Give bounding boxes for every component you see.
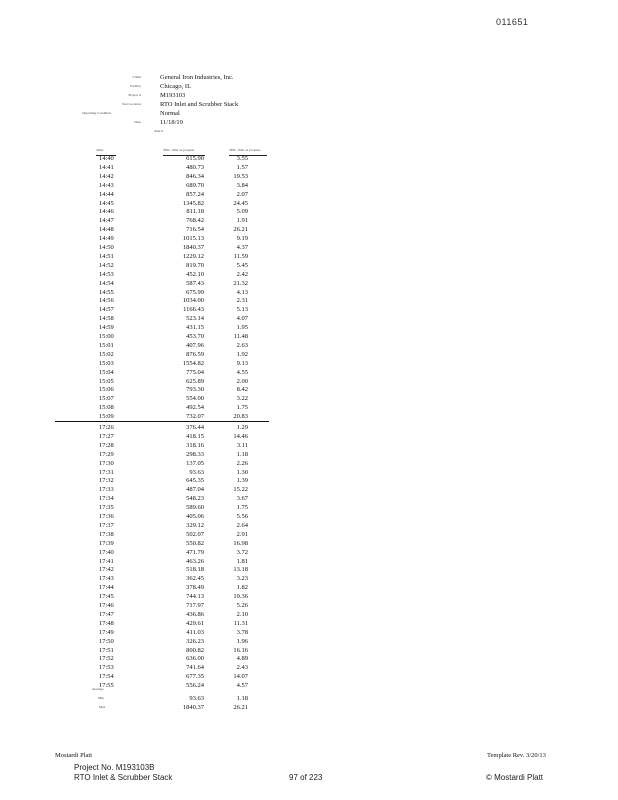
cell-thc-1: 463.26 xyxy=(186,557,204,565)
cell-thc-1: 800.82 xyxy=(186,646,204,654)
cell-thc-2: 4.57 xyxy=(236,682,248,690)
cell-thc-2: 14.07 xyxy=(233,673,248,681)
cell-thc-2: 1.75 xyxy=(236,404,248,412)
cell-thc-1: 137.05 xyxy=(186,459,204,467)
cell-time: 17:27 xyxy=(99,432,114,440)
cell-thc-2: 2.63 xyxy=(236,341,248,349)
cell-thc-2: 26.21 xyxy=(233,226,248,234)
table-row xyxy=(96,191,268,200)
cell-thc-1: 550.82 xyxy=(186,539,204,547)
cell-thc-1: 411.03 xyxy=(186,628,204,636)
cell-thc-1: 429.61 xyxy=(186,619,204,627)
cell-thc-1: 329.12 xyxy=(186,521,204,529)
header-value: 11/18/19 xyxy=(160,119,183,126)
header-row-run xyxy=(0,127,618,136)
cell-thc-2: 14.46 xyxy=(233,432,248,440)
cell-time: 15:09 xyxy=(99,413,114,421)
cell-time: 17:53 xyxy=(99,664,114,672)
cell-thc-1: 453.70 xyxy=(186,333,204,340)
table-row xyxy=(96,522,268,531)
header-label: Operating Condition xyxy=(82,111,111,115)
summary-label: Average xyxy=(92,687,104,691)
cell-thc-1: 793.30 xyxy=(186,386,204,394)
cell-thc-1: 846.34 xyxy=(186,172,204,180)
header-row-client xyxy=(0,73,618,82)
header-label: Test Location xyxy=(121,102,141,106)
cell-thc-1: 326.23 xyxy=(186,637,204,645)
table-row xyxy=(96,271,268,280)
cell-thc-2: 11.59 xyxy=(233,252,248,260)
cell-time: 15:00 xyxy=(99,333,114,340)
cell-thc-2: 1.91 xyxy=(236,217,248,225)
cell-thc-1: 1015.13 xyxy=(182,235,204,243)
table-row xyxy=(96,351,268,360)
cell-thc-1: 471.79 xyxy=(186,548,204,556)
table-row xyxy=(96,173,268,182)
table-row xyxy=(96,611,268,620)
column-header-thc-1: THC, lb/hr as propane xyxy=(163,148,205,156)
cell-thc-1: 362.45 xyxy=(186,575,204,583)
cell-thc-2: 2.91 xyxy=(236,530,248,538)
cell-thc-1: 645.35 xyxy=(186,477,204,485)
cell-thc-2: 1.95 xyxy=(236,324,248,332)
cell-thc-1: 548.23 xyxy=(186,495,204,503)
table-row xyxy=(96,306,268,315)
table-row xyxy=(96,495,268,504)
cell-thc-2: 2.07 xyxy=(236,190,248,198)
header-label: Date xyxy=(134,120,141,124)
cell-time: 14:44 xyxy=(99,190,114,198)
cell-time: 14:55 xyxy=(99,288,114,296)
table-row xyxy=(96,182,268,191)
summary-row xyxy=(96,694,268,703)
cell-thc-2: 3.78 xyxy=(236,628,248,636)
section-divider xyxy=(55,421,269,422)
header-row-condition xyxy=(0,109,618,118)
cell-thc-2: 3.22 xyxy=(236,395,248,403)
cell-time: 15:05 xyxy=(99,377,114,385)
cell-thc-2: 11.31 xyxy=(233,619,248,627)
cell-thc-2: 1.39 xyxy=(236,477,248,485)
cell-thc-1: 436.86 xyxy=(186,610,204,618)
header-label: Client xyxy=(132,75,141,79)
header-value: M193103 xyxy=(160,92,186,99)
table-row xyxy=(96,208,268,217)
cell-thc-2: 2.64 xyxy=(236,521,248,529)
cell-thc-2: 2.26 xyxy=(236,459,248,467)
table-row xyxy=(96,460,268,469)
footer-page: 97 of 223 xyxy=(289,773,323,782)
cell-thc-1: 518.18 xyxy=(186,566,204,574)
cell-thc-1: 1166.43 xyxy=(183,306,204,314)
table-row xyxy=(96,324,268,333)
cell-thc-2: 4.13 xyxy=(236,288,248,296)
column-header-time: Time xyxy=(96,148,116,156)
header-row-date xyxy=(0,118,618,127)
cell-time: 17:55 xyxy=(99,682,114,690)
header-label: Project # xyxy=(128,93,141,97)
cell-time: 17:29 xyxy=(99,450,114,458)
cell-thc-1: 876.59 xyxy=(186,350,204,358)
table-row xyxy=(96,531,268,540)
cell-thc-1: 93.63 xyxy=(189,468,204,476)
cell-time: 17:31 xyxy=(99,468,114,476)
cell-thc-1: 615.90 xyxy=(186,155,204,162)
footer-location: RTO Inlet & Scrubber Stack xyxy=(74,773,173,782)
cell-time: 15:08 xyxy=(99,404,114,412)
summary-row xyxy=(92,685,268,694)
cell-thc-2: 1.96 xyxy=(236,637,248,645)
table-row xyxy=(96,253,268,262)
table-row xyxy=(96,477,268,486)
table-row xyxy=(96,584,268,593)
cell-time: 17:39 xyxy=(99,539,114,547)
cell-thc-2: 19.36 xyxy=(233,593,248,601)
cell-thc-1: 556.24 xyxy=(186,682,204,690)
summary-row xyxy=(96,703,268,712)
cell-time: 15:01 xyxy=(99,341,114,349)
cell-time: 14:48 xyxy=(99,226,114,234)
table-row xyxy=(96,442,268,451)
cell-thc-2: 4.55 xyxy=(236,368,248,376)
cell-thc-2: 1.82 xyxy=(236,584,248,592)
cell-thc-1: 1554.82 xyxy=(182,359,204,367)
table-row xyxy=(96,395,268,404)
cell-thc-2: 1.30 xyxy=(236,468,248,476)
summary-label: Max xyxy=(99,705,106,709)
table-row xyxy=(96,155,268,164)
cell-thc-2: 4.37 xyxy=(236,244,248,251)
header-value: General Iron Industries, Inc. xyxy=(160,74,234,81)
cell-thc-1: 418.15 xyxy=(186,432,204,440)
cell-time: 17:34 xyxy=(99,495,114,503)
cell-time: 14:41 xyxy=(99,163,114,171)
cell-thc-1: 407.96 xyxy=(186,341,204,349)
table-row xyxy=(96,297,268,306)
table-row xyxy=(96,342,268,351)
table-row xyxy=(96,333,268,342)
cell-time: 14:43 xyxy=(99,181,114,189)
cell-thc-2: 5.45 xyxy=(236,261,248,269)
cell-thc-2: 2.43 xyxy=(236,664,248,672)
cell-thc-2: 4.07 xyxy=(236,315,248,323)
table-row xyxy=(96,620,268,629)
cell-time: 17:48 xyxy=(99,619,114,627)
cell-thc-1: 554.00 xyxy=(186,395,204,403)
cell-thc-2: 1.75 xyxy=(236,504,248,512)
cell-thc-1: 480.73 xyxy=(186,163,204,171)
cell-time: 17:42 xyxy=(99,566,114,574)
cell-time: 14:52 xyxy=(99,261,114,269)
table-row xyxy=(96,513,268,522)
header-value: RTO Inlet and Scrubber Stack xyxy=(160,101,239,108)
table-row xyxy=(96,386,268,395)
header-row-location xyxy=(0,100,618,109)
cell-thc-2: 2.42 xyxy=(236,270,248,278)
table-row xyxy=(96,575,268,584)
cell-thc-2: 9.13 xyxy=(236,359,248,367)
footer-project: Project No. M193103B xyxy=(74,763,155,772)
cell-thc-1: 318.16 xyxy=(186,441,204,449)
cell-time: 17:40 xyxy=(99,548,114,556)
table-row xyxy=(96,280,268,289)
cell-thc-2: 5.56 xyxy=(236,513,248,520)
table-row xyxy=(96,540,268,549)
table-row xyxy=(96,424,268,433)
cell-time: 17:28 xyxy=(99,441,114,449)
summary-thc-1: 1840.37 xyxy=(182,704,204,711)
cell-time: 15:04 xyxy=(99,368,114,376)
cell-thc-2: 19.53 xyxy=(233,172,248,180)
cell-thc-2: 15.22 xyxy=(233,486,248,494)
table-row xyxy=(96,673,268,682)
cell-thc-2: 2.31 xyxy=(236,297,248,305)
cell-time: 14:40 xyxy=(99,155,114,162)
cell-thc-2: 24.45 xyxy=(233,199,248,207)
table-row xyxy=(96,504,268,513)
cell-time: 14:51 xyxy=(99,252,114,260)
cell-time: 17:38 xyxy=(99,530,114,538)
header-row-facility xyxy=(0,82,618,91)
summary-thc-1: 93.63 xyxy=(189,695,204,702)
cell-thc-1: 625.89 xyxy=(186,377,204,385)
table-row xyxy=(96,369,268,378)
table-row xyxy=(96,200,268,209)
cell-time: 14:57 xyxy=(99,306,114,314)
table-row xyxy=(96,315,268,324)
cell-thc-2: 21.32 xyxy=(233,279,248,287)
cell-time: 17:52 xyxy=(99,655,114,663)
table-row xyxy=(96,629,268,638)
cell-thc-2: 1.57 xyxy=(236,163,248,171)
cell-thc-2: 3.72 xyxy=(236,548,248,556)
summary-thc-2: 26.21 xyxy=(233,704,248,711)
column-header-thc-2: THC, lb/hr as propane xyxy=(229,148,267,156)
cell-thc-2: 16.98 xyxy=(233,539,248,547)
cell-time: 14:54 xyxy=(99,279,114,287)
cell-time: 15:02 xyxy=(99,350,114,358)
cell-thc-2: 9.19 xyxy=(236,235,248,243)
cell-time: 14:59 xyxy=(99,324,114,332)
cell-thc-2: 3.23 xyxy=(236,575,248,583)
cell-thc-1: 857.24 xyxy=(186,190,204,198)
page-number: 011651 xyxy=(496,17,529,27)
cell-thc-1: 298.33 xyxy=(186,450,204,458)
cell-time: 14:53 xyxy=(99,270,114,278)
table-row xyxy=(96,217,268,226)
table-row xyxy=(96,647,268,656)
header-label: Run # xyxy=(154,129,163,133)
cell-time: 15:07 xyxy=(99,395,114,403)
header-row-project xyxy=(0,91,618,100)
cell-thc-1: 589.60 xyxy=(186,504,204,512)
table-row xyxy=(96,664,268,673)
cell-thc-1: 1229.12 xyxy=(182,252,204,260)
cell-thc-1: 452.10 xyxy=(186,270,204,278)
cell-thc-2: 16.16 xyxy=(233,646,248,654)
cell-thc-2: 2.10 xyxy=(236,610,248,618)
cell-thc-1: 523.14 xyxy=(186,315,204,323)
table-row xyxy=(96,593,268,602)
cell-thc-1: 502.07 xyxy=(186,530,204,538)
cell-thc-2: 1.81 xyxy=(236,557,248,565)
table-row xyxy=(96,289,268,298)
cell-thc-1: 587.43 xyxy=(186,279,204,287)
cell-thc-1: 487.04 xyxy=(186,486,204,494)
cell-thc-1: 741.64 xyxy=(186,664,204,672)
cell-thc-2: 1.92 xyxy=(236,350,248,358)
cell-thc-2: 3.67 xyxy=(236,495,248,503)
cell-thc-2: 3.55 xyxy=(236,155,248,162)
table-row xyxy=(96,549,268,558)
cell-thc-1: 819.70 xyxy=(186,261,204,269)
table-row xyxy=(96,433,268,442)
cell-time: 17:44 xyxy=(99,584,114,592)
cell-thc-1: 811.18 xyxy=(186,208,204,216)
cell-time: 17:37 xyxy=(99,521,114,529)
cell-time: 17:50 xyxy=(99,637,114,645)
cell-time: 17:47 xyxy=(99,610,114,618)
cell-time: 17:26 xyxy=(99,424,114,431)
table-row xyxy=(96,558,268,567)
cell-thc-1: 1034.00 xyxy=(182,297,204,305)
cell-thc-2: 8.42 xyxy=(236,386,248,394)
cell-thc-1: 405.06 xyxy=(186,513,204,520)
cell-time: 17:51 xyxy=(99,646,114,654)
cell-thc-1: 431.15 xyxy=(186,324,204,332)
cell-thc-2: 3.84 xyxy=(236,181,248,189)
cell-time: 17:49 xyxy=(99,628,114,636)
table-row xyxy=(96,404,268,413)
cell-thc-1: 675.99 xyxy=(186,288,204,296)
cell-thc-2: 11.48 xyxy=(233,333,248,340)
table-row xyxy=(96,235,268,244)
header-value: Chicago, IL xyxy=(160,83,192,90)
cell-time: 15:03 xyxy=(99,359,114,367)
cell-thc-1: 376.44 xyxy=(186,424,204,431)
cell-thc-2: 5.13 xyxy=(236,306,248,314)
header-value: Normal xyxy=(160,110,180,117)
table-row xyxy=(96,469,268,478)
cell-thc-1: 744.13 xyxy=(186,593,204,601)
cell-thc-1: 768.42 xyxy=(186,217,204,225)
cell-thc-1: 775.04 xyxy=(186,368,204,376)
footer-company: Mostardi Platt xyxy=(55,752,93,759)
cell-time: 17:54 xyxy=(99,673,114,681)
table-row xyxy=(96,360,268,369)
cell-thc-1: 732.07 xyxy=(186,413,204,421)
cell-thc-2: 1.29 xyxy=(236,424,248,431)
cell-thc-2: 3.11 xyxy=(236,441,248,449)
cell-time: 15:06 xyxy=(99,386,114,394)
cell-time: 17:43 xyxy=(99,575,114,583)
table-row xyxy=(96,486,268,495)
summary-label: Min xyxy=(98,696,104,700)
cell-thc-1: 492.54 xyxy=(186,404,204,412)
table-row xyxy=(96,655,268,664)
cell-thc-1: 716.54 xyxy=(186,226,204,234)
cell-thc-1: 636.00 xyxy=(186,655,204,663)
cell-thc-2: 4.89 xyxy=(236,655,248,663)
cell-time: 14:42 xyxy=(99,172,114,180)
cell-thc-2: 1.18 xyxy=(236,450,248,458)
cell-time: 17:45 xyxy=(99,593,114,601)
cell-thc-1: 1345.82 xyxy=(182,199,204,207)
cell-time: 17:36 xyxy=(99,513,114,520)
cell-thc-2: 2.00 xyxy=(236,377,248,385)
footer-template-rev: Template Rev. 3/20/13 xyxy=(487,752,546,759)
cell-time: 17:30 xyxy=(99,459,114,467)
cell-time: 14:47 xyxy=(99,217,114,225)
cell-time: 17:32 xyxy=(99,477,114,485)
cell-time: 14:46 xyxy=(99,208,114,216)
cell-time: 14:56 xyxy=(99,297,114,305)
summary-thc-2: 1.18 xyxy=(236,695,248,702)
cell-time: 17:33 xyxy=(99,486,114,494)
table-row xyxy=(96,378,268,387)
cell-time: 14:49 xyxy=(99,235,114,243)
cell-time: 17:35 xyxy=(99,504,114,512)
table-row xyxy=(96,244,268,253)
table-row xyxy=(96,451,268,460)
cell-time: 14:58 xyxy=(99,315,114,323)
cell-thc-1: 1840.37 xyxy=(182,244,204,251)
cell-thc-1: 677.35 xyxy=(186,673,204,681)
table-row xyxy=(96,566,268,575)
cell-thc-1: 378.49 xyxy=(186,584,204,592)
cell-time: 14:50 xyxy=(99,244,114,251)
table-row xyxy=(96,602,268,611)
cell-thc-2: 13.18 xyxy=(233,566,248,574)
cell-thc-2: 20.83 xyxy=(233,413,248,421)
cell-thc-1: 689.70 xyxy=(186,181,204,189)
table-row xyxy=(96,164,268,173)
footer-copyright: © Mostardi Platt xyxy=(486,773,544,782)
cell-thc-1: 717.97 xyxy=(186,602,204,609)
header-label: Facility xyxy=(130,84,141,88)
cell-time: 17:41 xyxy=(99,557,114,565)
table-row xyxy=(96,262,268,271)
cell-thc-2: 5.09 xyxy=(236,208,248,216)
cell-time: 14:45 xyxy=(99,199,114,207)
cell-thc-2: 5.26 xyxy=(236,602,248,609)
cell-time: 17:46 xyxy=(99,602,114,609)
table-row xyxy=(96,226,268,235)
table-row xyxy=(96,638,268,647)
